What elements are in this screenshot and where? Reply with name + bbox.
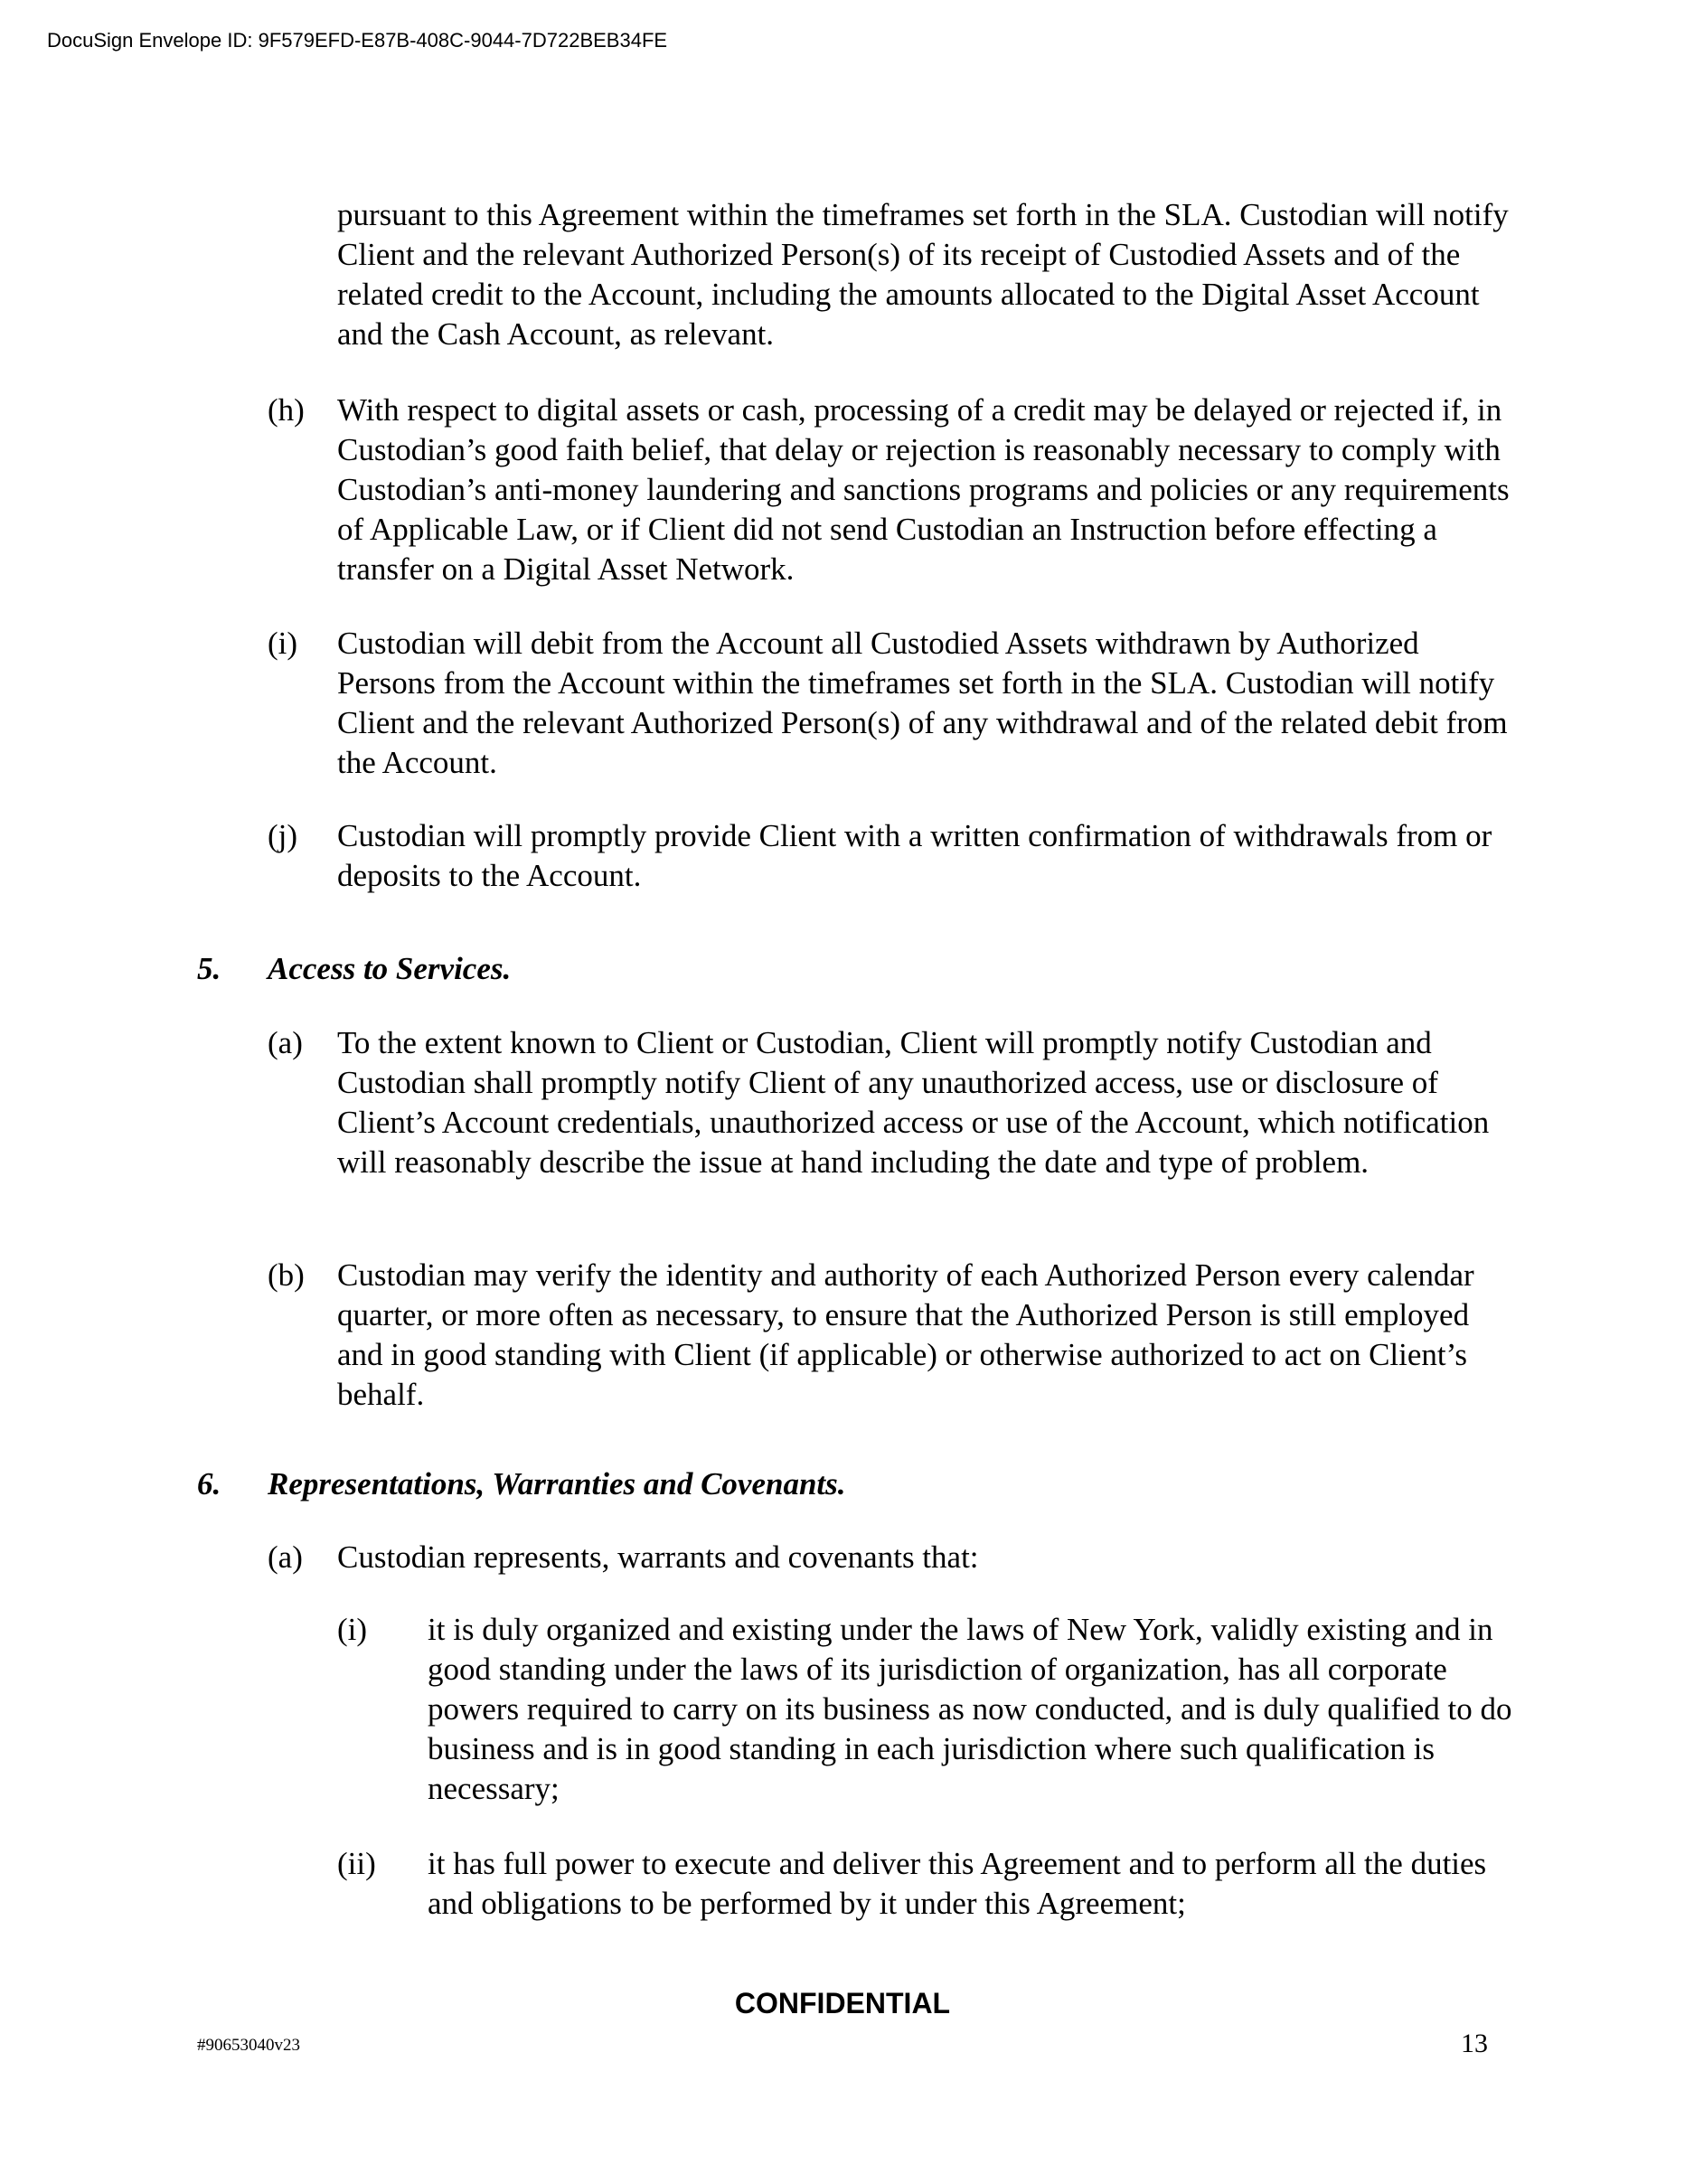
- item-h-marker: (h): [268, 392, 305, 428]
- section-5-item-b-marker: (b): [268, 1257, 305, 1293]
- section-5-item-a-marker: (a): [268, 1025, 303, 1060]
- item-j-text: Custodian will promptly provide Client with a written confirmation of withdrawals from or deposits to the Account.: [337, 818, 1492, 893]
- document-id: #90653040v23: [197, 2036, 300, 2055]
- docusign-envelope-id: DocuSign Envelope ID: 9F579EFD-E87B-408C-9044-7D722BEB34FE: [47, 29, 668, 52]
- section-6-item-a-marker: (a): [268, 1539, 303, 1575]
- page-number: 13: [1461, 2029, 1488, 2058]
- section-6-subitem-i-text: it is duly organized and existing under the laws of New York, validly existing and in good standing under the laws of its jurisdiction of organization, has all corporate powers required to carry on its business as now conducted, and is duly qualified to do business and is in good standing in each jurisdiction where such qualification is necessary;: [428, 1612, 1512, 1806]
- section-6-subitem-ii-marker: (ii): [337, 1846, 376, 1881]
- section-5-title: Access to Services.: [268, 951, 512, 986]
- section-6-title: Representations, Warranties and Covenants.: [268, 1466, 846, 1502]
- item-i-marker: (i): [268, 626, 298, 661]
- item-j-marker: (j): [268, 818, 298, 853]
- section-6-subitem-i-marker: (i): [337, 1612, 368, 1647]
- section-6-number: 6.: [197, 1466, 221, 1502]
- section-6-item-a-text: Custodian represents, warrants and covenants that:: [337, 1539, 979, 1575]
- section-6-subitem-ii-text: it has full power to execute and deliver this Agreement and to perform all the duties and obligations to be performed by it under this Agreement;: [428, 1846, 1487, 1921]
- continuation-paragraph: pursuant to this Agreement within the timeframes set forth in the SLA. Custodian will notify Client and the relevant Authorized Person(s) of its receipt of Custodied Assets and of the related credit to the Account, including the amounts allocated to the Digital Asset Account and the Cash Account, as relevant.: [337, 197, 1509, 352]
- item-h-text: With respect to digital assets or cash, processing of a credit may be delayed or rejected if, in Custodian’s good faith belief, that delay or rejection is reasonably necessary to comply with Custodian’s anti-money laundering and sanctions programs and policies or any requirements of Applicable Law, or if Client did not send Custodian an Instruction before effecting a transfer on a Digital Asset Network.: [337, 392, 1510, 587]
- section-5-item-b-text: Custodian may verify the identity and authority of each Authorized Person every calendar quarter, or more often as necessary, to ensure that the Authorized Person is still employed and in good standing with Client (if applicable) or otherwise authorized to act on Client’s behalf.: [337, 1257, 1474, 1412]
- item-i-text: Custodian will debit from the Account all Custodied Assets withdrawn by Authorized Persons from the Account within the timeframes set forth in the SLA. Custodian will notify Client and the relevant Authorized Person(s) of any withdrawal and of the related debit from the Account.: [337, 626, 1508, 780]
- confidential-label: CONFIDENTIAL: [734, 1987, 951, 2019]
- section-5-number: 5.: [197, 951, 221, 986]
- section-5-item-a-text: To the extent known to Client or Custodian, Client will promptly notify Custodian and Custodian shall promptly notify Client of any unauthorized access, use or disclosure of Client’s Account credentials, unauthorized access or use of the Account, which notification will reasonably describe the issue at hand including the date and type of problem.: [337, 1025, 1490, 1180]
